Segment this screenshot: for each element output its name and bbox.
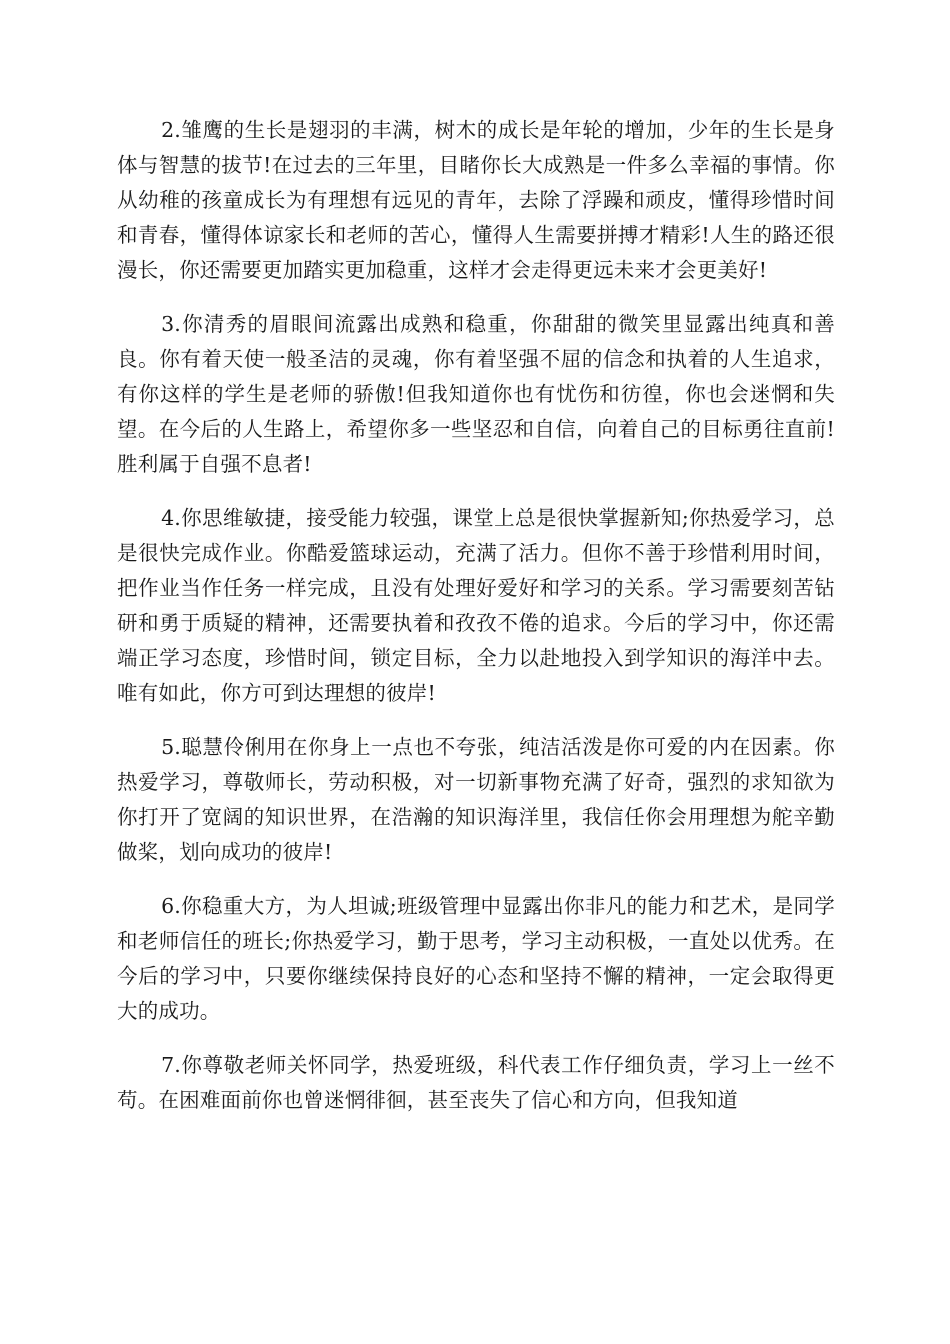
paragraph-comment-2: 2.雏鹰的生长是翅羽的丰满，树木的成长是年轮的增加，少年的生长是身体与智慧的拔节!在过去的三年里，目睹你长大成熟是一件多么幸福的事情。你从幼稚的孩童成长为有理想有远见的青年，去除了浮躁和顽皮，懂得珍惜时间和青春，懂得体谅家长和老师的苦心，懂得人生需要拼搏才精彩!人生的路还很漫长，你还需要更加踏实更加稳重，这样才会走得更远未来才会更美好! — [117, 118, 835, 282]
document-body — [117, 113, 835, 1137]
paragraph-comment-7: 7.你尊敬老师关怀同学，热爱班级，科代表工作仔细负责，学习上一丝不苟。在困难面前你也曾迷惘徘徊，甚至丧失了信心和方向，但我知道 — [117, 1053, 835, 1112]
paragraph-comment-4: 4.你思维敏捷，接受能力较强，课堂上总是很快掌握新知;你热爱学习，总是很快完成作业。你酷爱篮球运动，充满了活力。但你不善于珍惜利用时间，把作业当作任务一样完成，且没有处理好爱好和学习的关系。学习需要刻苦钻研和勇于质疑的精神，还需要执着和孜孜不倦的追求。今后的学习中，你还需端正学习态度，珍惜时间，锁定目标，全力以赴地投入到学知识的海洋中去。唯有如此，你方可到达理想的彼岸! — [117, 506, 835, 705]
paragraph-comment-5: 5.聪慧伶俐用在你身上一点也不夸张，纯洁活泼是你可爱的内在因素。你热爱学习，尊敬师长，劳动积极，对一切新事物充满了好奇，强烈的求知欲为你打开了宽阔的知识世界，在浩瀚的知识海洋里，我信任你会用理想为舵辛勤做桨，划向成功的彼岸! — [117, 735, 835, 864]
paragraph-comment-3: 3.你清秀的眉眼间流露出成熟和稳重，你甜甜的微笑里显露出纯真和善良。你有着天使一般圣洁的灵魂，你有着坚强不屈的信念和执着的人生追求，有你这样的学生是老师的骄傲!但我知道你也有忧伤和彷徨，你也会迷惘和失望。在今后的人生路上，希望你多一些坚忍和自信，向着自己的目标勇往直前!胜利属于自强不息者! — [117, 312, 835, 476]
paragraph-comment-6: 6.你稳重大方，为人坦诚;班级管理中显露出你非凡的能力和艺术，是同学和老师信任的班长;你热爱学习，勤于思考，学习主动积极，一直处以优秀。在今后的学习中，只要你继续保持良好的心态和坚持不懈的精神，一定会取得更大的成功。 — [117, 894, 835, 1023]
